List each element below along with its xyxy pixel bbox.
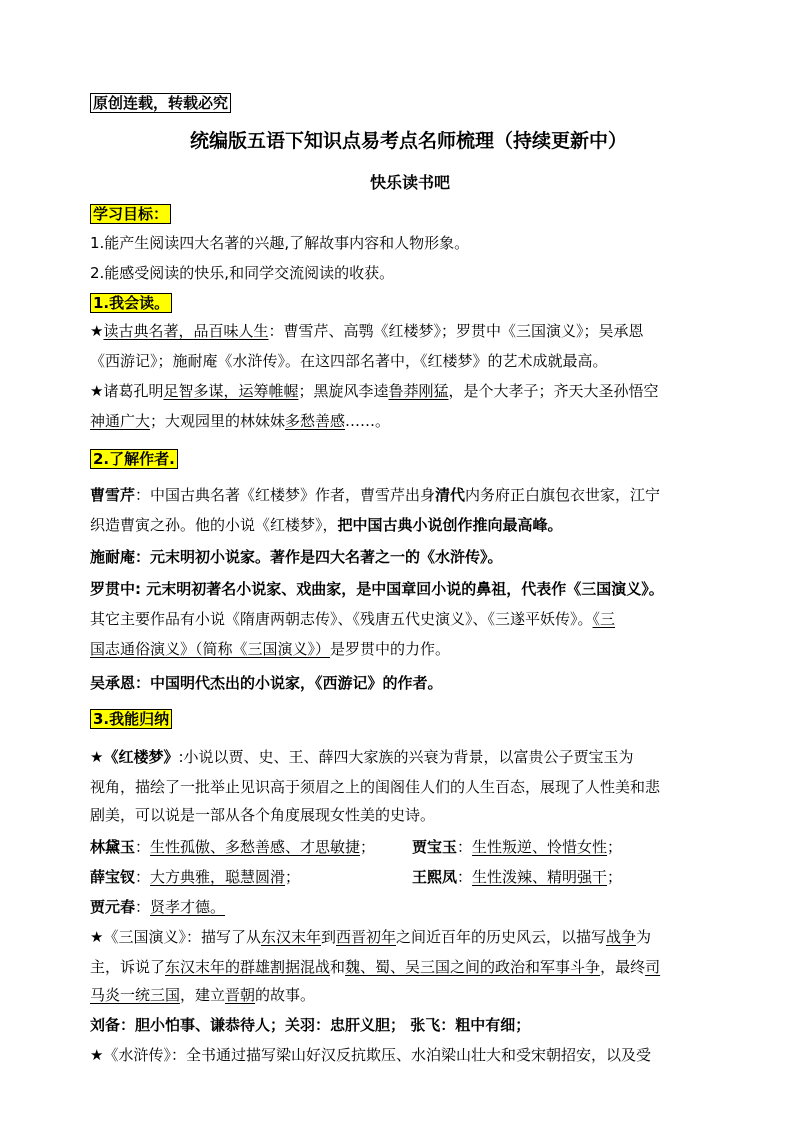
author-cao: 曹雪芹：中国古典名著《红楼梦》作者，曹雪芹出身清代内务府正白旗包衣世家，江宁 — [90, 486, 661, 504]
hlm-summary: ★《红楼梦》:小说以贾、史、王、薛四大家族的兴衰为背景，以富贵公子贾宝玉为 — [90, 748, 634, 766]
section3-heading: 3.我能归纳 — [90, 708, 172, 730]
character-row: 薛宝钗：大方典雅，聪慧圆滑； 王熙凤：生性泼辣、精明强干； — [90, 868, 623, 886]
goal-item: 2.能感受阅读的快乐,和同学交流阅读的收获。 — [90, 264, 395, 282]
author-wu: 吴承恩：中国明代杰出的小说家，《西游记》的作者。 — [90, 674, 443, 692]
author-luo: 罗贯中: 元末明初著名小说家、戏曲家，是中国章回小说的鼻祖，代表作《三国演义》。 — [90, 580, 664, 598]
section1-heading: 1.我会读。 — [90, 292, 172, 314]
author-shi: 施耐庵：元末明初小说家。著作是四大名著之一的《水浒传》。 — [90, 548, 503, 566]
character-row: 贾元春：贤孝才德。 — [90, 898, 226, 916]
goals-heading: 学习目标： — [90, 203, 171, 225]
sanguo-summary: 马炎一统三国，建立晋朝的故事。 — [90, 986, 316, 1004]
hlm-summary: 视角，描绘了一批举止见识高于须眉之上的闺阁佳人们的人生百态，展现了人性美和悲 — [90, 778, 661, 796]
character-row: 林黛玉：生性孤傲、多愁善感、才思敏捷； 贾宝玉：生性叛逆、怜惜女性； — [90, 838, 623, 856]
author-cao: 织造曹寅之孙。他的小说《红楼梦》，把中国古典小说创作推向最高峰。 — [90, 516, 563, 534]
page-title: 统编版五语下知识点易考点名师梳理（持续更新中） — [190, 130, 628, 152]
section1-paragraph-line: 神通广大；大观园里的林妹妹多愁善感……。 — [90, 412, 391, 430]
header-tag: 原创连载，转载必究 — [90, 92, 231, 114]
sanguo-summary: 主，诉说了东汉末年的群雄割据混战和魏、蜀、吴三国之间的政治和军事斗争，最终司 — [90, 958, 661, 976]
section2-heading: 2.了解作者. — [90, 448, 178, 470]
sanguo-characters: 刘备：胆小怕事、谦恭待人；关羽：忠肝义胆； 张飞：粗中有细； — [90, 1016, 531, 1034]
page-subtitle: 快乐读书吧 — [370, 173, 451, 192]
section1-paragraph-line: ★诸葛孔明足智多谋，运筹帷幄；黑旋风李逵鲁莽刚猛，是个大孝子；齐天大圣孙悟空 — [90, 382, 659, 400]
author-luo: 国志通俗演义》（简称《三国演义》）是罗贯中的力作。 — [90, 640, 451, 658]
shuihu-summary: ★《水浒传》：全书通过描写梁山好汉反抗欺压、水泊梁山壮大和受宋朝招安，以及受 — [90, 1046, 651, 1064]
section1-paragraph-line: 《西游记》；施耐庵《水浒传》。在这四部名著中，《红楼梦》的艺术成就最高。 — [90, 352, 608, 370]
sanguo-summary: ★《三国演义》：描写了从东汉末年到西晋初年之间近百年的历史风云，以描写战争为 — [90, 928, 652, 946]
author-luo: 其它主要作品有小说《隋唐两朝志传》、《残唐五代史演义》、《三遂平妖传》。《三 — [90, 610, 616, 628]
hlm-summary: 剧美，可以说是一部从各个角度展现女性美的史诗。 — [90, 806, 436, 824]
section1-paragraph-line: ★读古典名著，品百味人生：曹雪芹、高鹗《红楼梦》；罗贯中《三国演义》；吴承恩 — [90, 322, 644, 340]
goal-item: 1.能产生阅读四大名著的兴趣,了解故事内容和人物形象。 — [90, 234, 470, 252]
